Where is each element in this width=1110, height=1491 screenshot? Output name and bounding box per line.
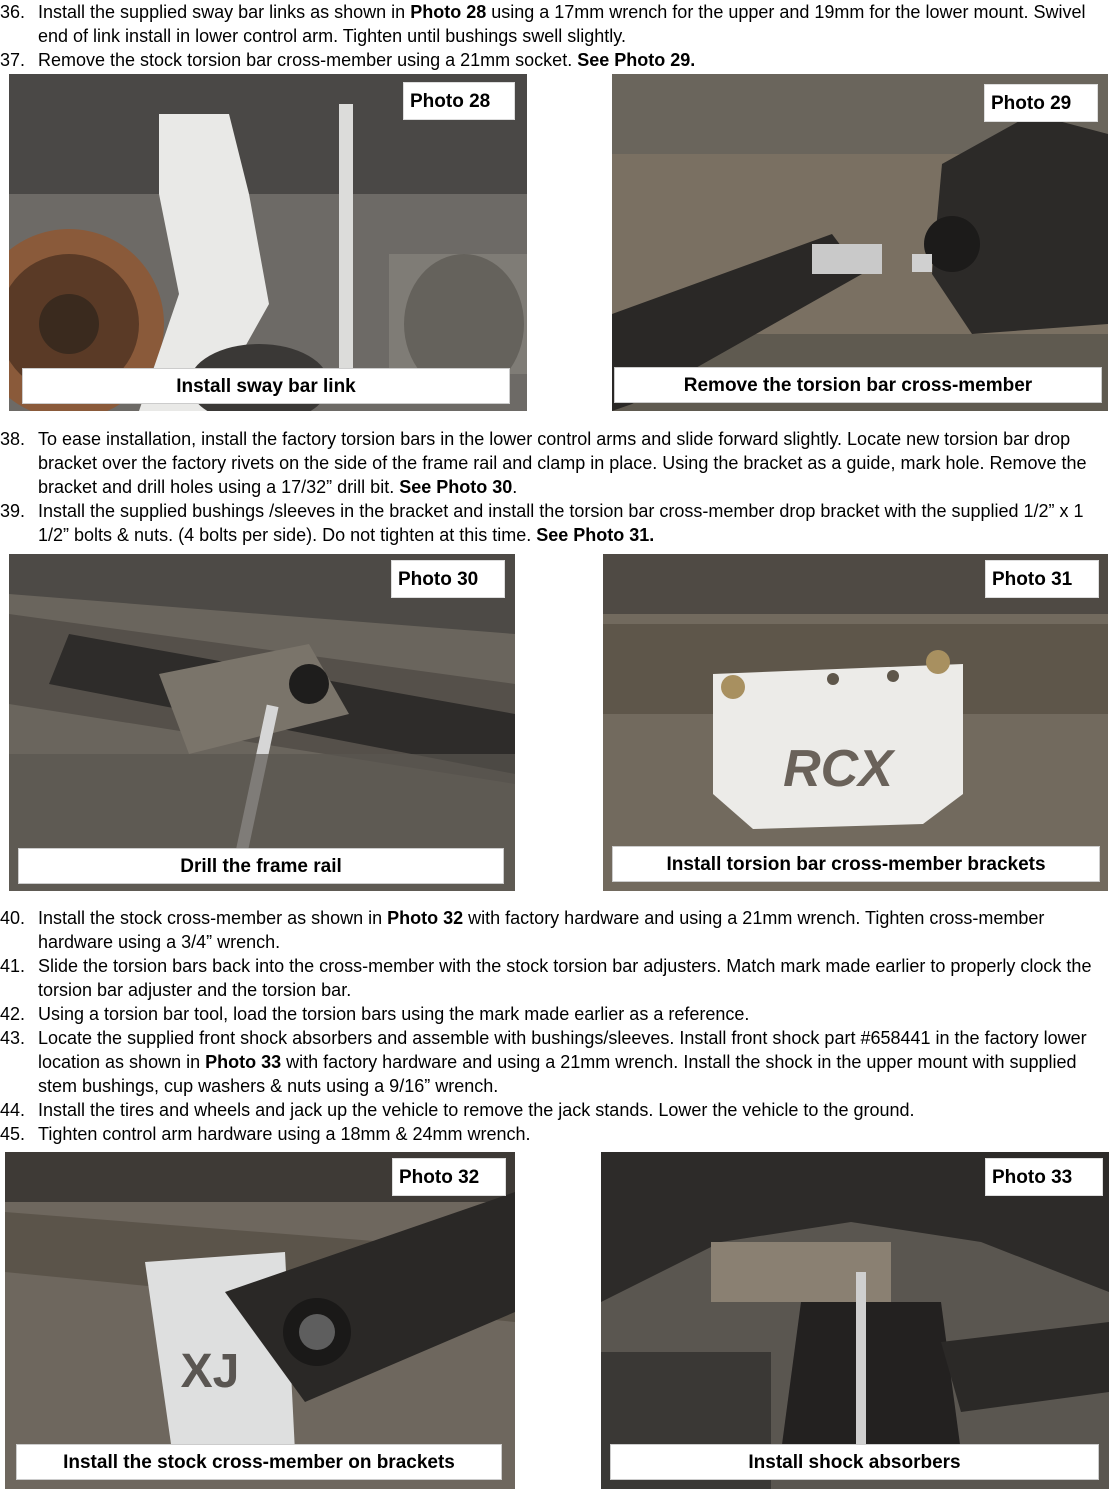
step-text: Remove the stock torsion bar cross-member using a 21mm socket.	[38, 50, 578, 70]
cross-member-photo	[612, 74, 1108, 411]
step-emphasis: Photo 33	[205, 1052, 282, 1072]
step-text: Locate the supplied front shock absorbers and assemble with bushings/sleeves. Install front shock part #658441 in the factory lower location as shown in	[38, 1028, 1087, 1072]
step-emphasis: See Photo 29.	[577, 50, 696, 70]
step-emphasis: See Photo 31.	[536, 525, 655, 545]
photo-30-caption: Drill the frame rail	[18, 848, 504, 884]
step-number: 42.	[0, 1004, 26, 1024]
instruction-step	[0, 48, 1110, 72]
photo-31	[603, 554, 1108, 891]
photo-28-caption: Install sway bar link	[22, 368, 510, 404]
step-text: Install the supplied sway bar links as shown in	[38, 2, 411, 22]
photo-31-tag: Photo 31	[985, 560, 1099, 598]
instruction-step	[0, 1026, 1110, 1098]
step-text: using a 17mm wrench for the upper and 19mm for the lower mount. Swivel end of link install in lower control arm. Tighten until bushings swell slightly.	[38, 2, 1086, 46]
photo-29-caption: Remove the torsion bar cross-member	[614, 367, 1102, 403]
instruction-step	[0, 1002, 1110, 1026]
photo-33-caption: Install shock absorbers	[610, 1444, 1099, 1480]
step-text: To ease installation, install the factory torsion bars in the lower control arms and slide forward slightly. Locate new torsion bar drop bracket over the factory rivets on the side of the frame rail and clamp in place. Using the bracket as a guide, mark hole. Remove the bracket and drill holes using a 17/32” drill bit.	[38, 429, 1087, 497]
photo-32	[5, 1152, 515, 1489]
photo-33	[601, 1152, 1109, 1489]
instruction-step	[0, 906, 1110, 954]
photo-31-caption: Install torsion bar cross-member brackets	[612, 846, 1100, 882]
photo-32-caption: Install the stock cross-member on brackets	[16, 1444, 502, 1480]
photo-28	[9, 74, 527, 411]
instruction-step	[0, 954, 1110, 1002]
step-text: with factory hardware and using a 21mm wrench. Tighten cross-member hardware using a 3/4” wrench.	[38, 908, 1045, 952]
step-text: Install the tires and wheels and jack up the vehicle to remove the jack stands. Lower the vehicle to the ground.	[38, 1100, 915, 1120]
photo-29-tag: Photo 29	[984, 84, 1098, 122]
step-number: 39.	[0, 501, 26, 521]
photo-28-tag: Photo 28	[403, 82, 515, 120]
steps-top	[0, 0, 1110, 72]
step-text: Install the stock cross-member as shown in	[38, 908, 388, 928]
photo-30	[9, 554, 515, 891]
instruction-step	[0, 1122, 1110, 1146]
step-number: 45.	[0, 1124, 26, 1144]
step-text: with factory hardware and using a 21mm wrench. Install the shock in the upper mount with supplied stem bushings, cup washers & nuts using a 9/16” wrench.	[38, 1052, 1077, 1096]
photo-32-tag: Photo 32	[392, 1158, 506, 1196]
photo-33-tag: Photo 33	[985, 1158, 1103, 1196]
step-number: 41.	[0, 956, 26, 976]
instruction-step	[0, 427, 1110, 499]
step-text: Install the supplied bushings /sleeves in the bracket and install the torsion bar cross-member drop bracket with the supplied 1/2” x 1 1/2” bolts & nuts. (4 bolts per side). Do not tighten at this time.	[38, 501, 1084, 545]
step-text: Using a torsion bar tool, load the torsion bars using the mark made earlier as a reference.	[38, 1004, 750, 1024]
bracket-photo	[603, 554, 1108, 891]
steps-mid	[0, 427, 1110, 547]
steps-bottom	[0, 906, 1110, 1146]
step-number: 43.	[0, 1028, 26, 1048]
sway-bar-photo	[9, 74, 527, 411]
instruction-step	[0, 499, 1110, 547]
stock-cross-member-photo	[5, 1152, 515, 1489]
step-text: Slide the torsion bars back into the cross-member with the stock torsion bar adjusters. Match mark made earlier to properly clock the torsion bar adjuster and the torsion bar.	[38, 956, 1092, 1000]
instruction-step	[0, 1098, 1110, 1122]
step-number: 44.	[0, 1100, 26, 1120]
instruction-step	[0, 0, 1110, 48]
xj-stamp: XJ	[180, 1345, 240, 1398]
step-emphasis: Photo 32	[387, 908, 464, 928]
step-text: Tighten control arm hardware using a 18mm & 24mm wrench.	[38, 1124, 531, 1144]
step-number: 38.	[0, 429, 26, 449]
shock-absorber-photo	[601, 1152, 1109, 1489]
photo-29	[612, 74, 1108, 411]
step-number: 37.	[0, 50, 26, 70]
step-emphasis: See Photo 30	[399, 477, 513, 497]
step-number: 40.	[0, 908, 26, 928]
frame-rail-photo	[9, 554, 515, 891]
step-number: 36.	[0, 2, 26, 22]
step-text: .	[512, 477, 518, 497]
rcx-stamp: RCX	[783, 740, 893, 798]
photo-30-tag: Photo 30	[391, 560, 505, 598]
step-emphasis: Photo 28	[410, 2, 487, 22]
